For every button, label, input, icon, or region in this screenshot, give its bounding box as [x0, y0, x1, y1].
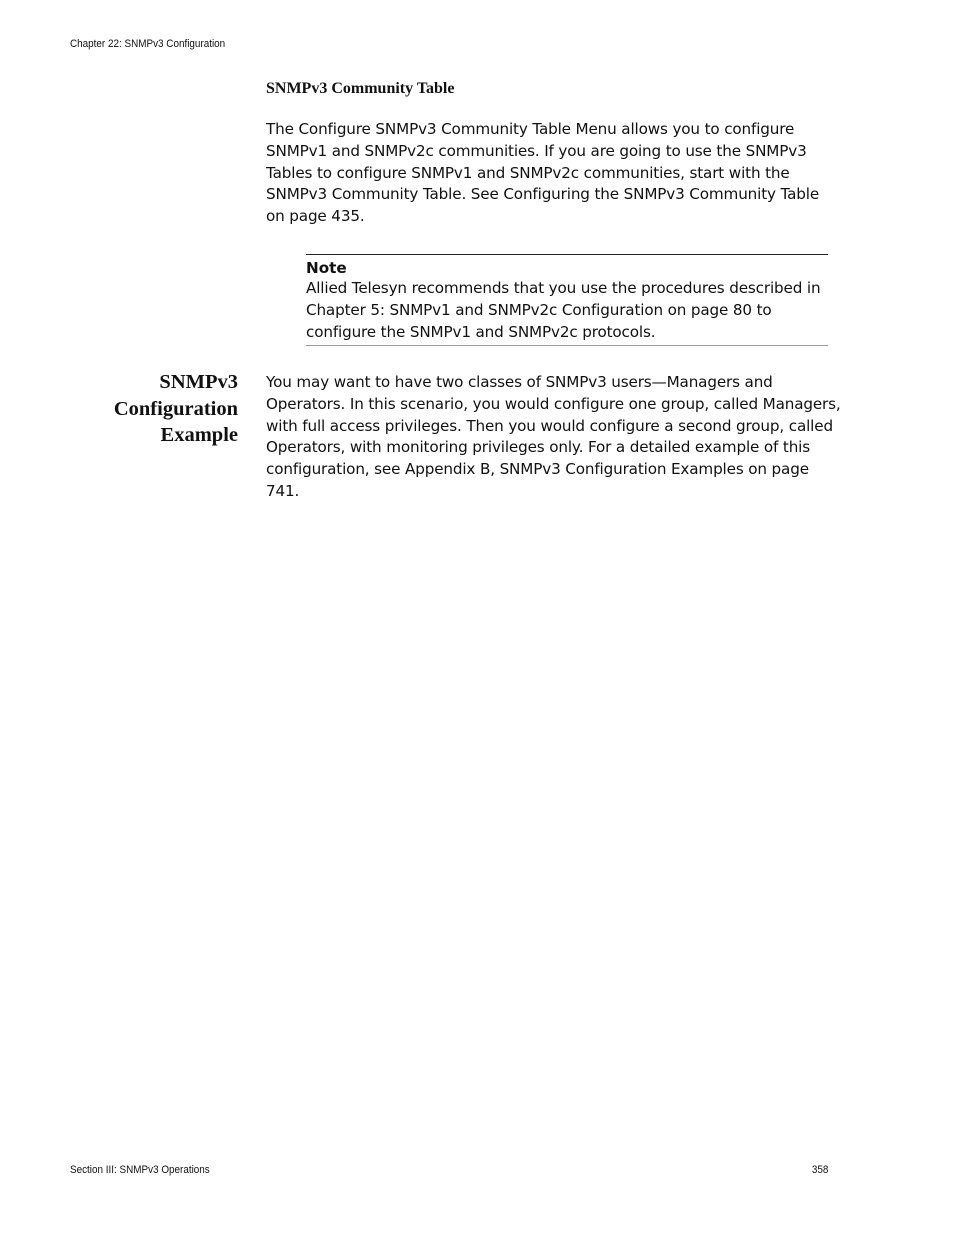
config-example-paragraph: You may want to have two classes of SNMPv3 users—Managers and Operators. In this scenario, you would configure one group, called Managers, with full access privileges. Then you would configure a second group, called Operators, with monitoring privileges only. For a detailed example of this configuration, see Appendix B, SNMPv3 Configuration Examples on page 741.: [266, 373, 841, 500]
running-footer: Section III: SNMPv3 Operations: [70, 1164, 210, 1176]
note-box: [306, 254, 828, 346]
page-number: 358: [811, 1164, 828, 1176]
community-table-paragraph: The Configure SNMPv3 Community Table Menu allows you to configure SNMPv1 and SNMPv2c communities. If you are going to use the SNMPv3 Tables to configure SNMPv1 and SNMPv2c communities, start with the SNMPv3 Community Table. See Configuring the SNMPv3 Community Table on page 435.: [266, 120, 820, 226]
note-text: Allied Telesyn recommends that you use the procedures described in Chapter 5: SNMPv1 and SNMPv2c Configuration on page 80 to configure the SNMPv1 and SNMPv2c protocols.: [306, 279, 821, 341]
side-heading-line: Configuration: [113, 397, 238, 420]
section-subheading: SNMPv3 Community Table: [266, 80, 455, 97]
side-heading-line: Example: [160, 424, 238, 446]
note-title: Note: [306, 259, 347, 277]
running-header: Chapter 22: SNMPv3 Configuration: [70, 38, 226, 50]
side-heading-line: SNMPv3: [159, 371, 238, 393]
side-heading: [70, 369, 238, 449]
